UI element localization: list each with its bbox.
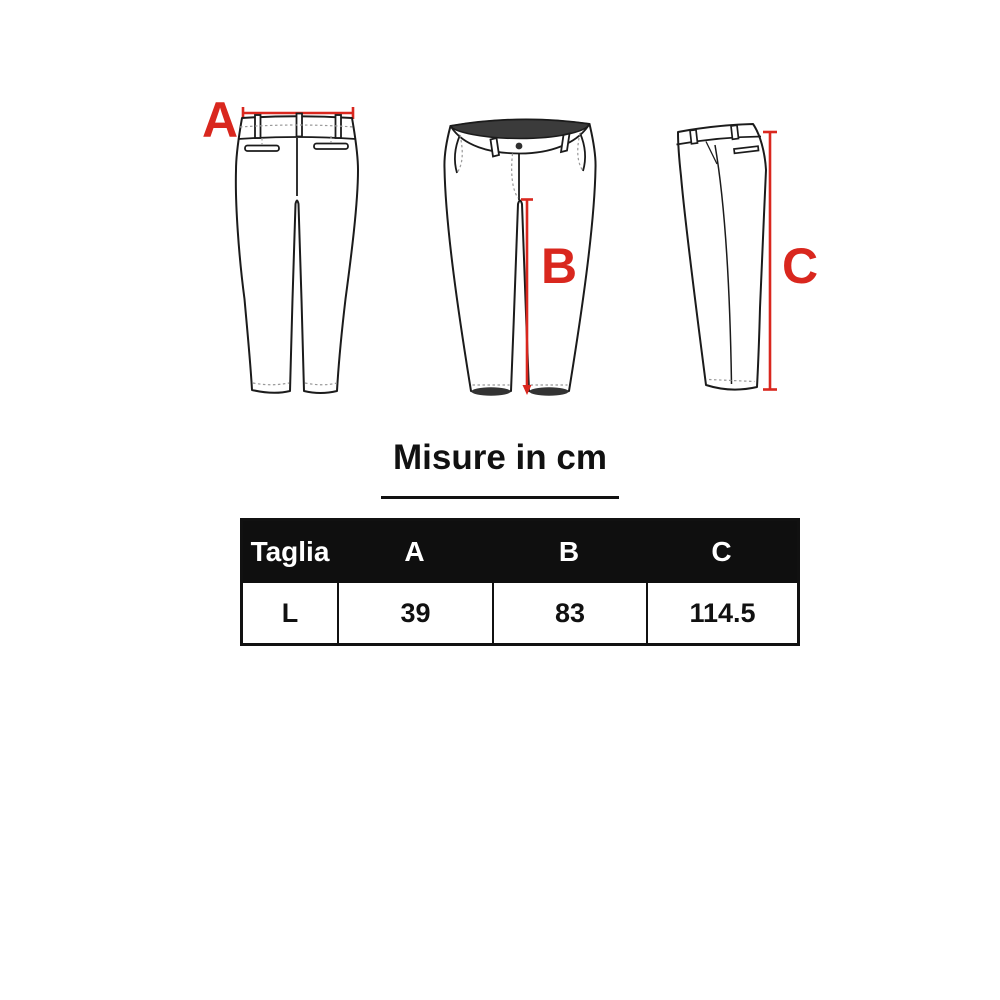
back-pocket-left xyxy=(245,146,279,152)
title-underline xyxy=(381,496,619,499)
measure-label-b: B xyxy=(541,238,578,294)
size-table-header-c: C xyxy=(711,536,732,567)
measure-label-a: A xyxy=(202,92,239,148)
pants-back-view-figure xyxy=(222,100,372,400)
size-table-cell-c: 114.5 xyxy=(646,583,797,643)
size-table xyxy=(240,518,800,646)
size-table-row xyxy=(243,583,797,643)
size-table-cell-a: 39 xyxy=(337,583,492,643)
pants-outline xyxy=(678,124,766,390)
pants-front-view-illustration xyxy=(435,105,605,400)
pants-front-view-figure xyxy=(435,105,605,400)
pants-back-view-illustration xyxy=(222,100,372,400)
waist-button xyxy=(516,143,523,150)
measure-label-c: C xyxy=(782,238,819,294)
back-pocket-right xyxy=(314,144,348,150)
size-table-cell-b: 83 xyxy=(492,583,646,643)
size-guide-title: Misure in cm xyxy=(393,438,607,477)
size-table-header-a: A xyxy=(404,536,425,567)
hem-left xyxy=(472,387,511,395)
size-table-header-row xyxy=(243,521,797,583)
hem-right xyxy=(530,387,569,395)
pants-side-view-illustration xyxy=(665,108,780,398)
size-table-header-taglia: Taglia xyxy=(250,536,330,567)
size-table-cell-taglia: L xyxy=(281,597,299,628)
size-table-header-b: B xyxy=(558,536,580,567)
pants-side-view-figure xyxy=(665,108,780,398)
